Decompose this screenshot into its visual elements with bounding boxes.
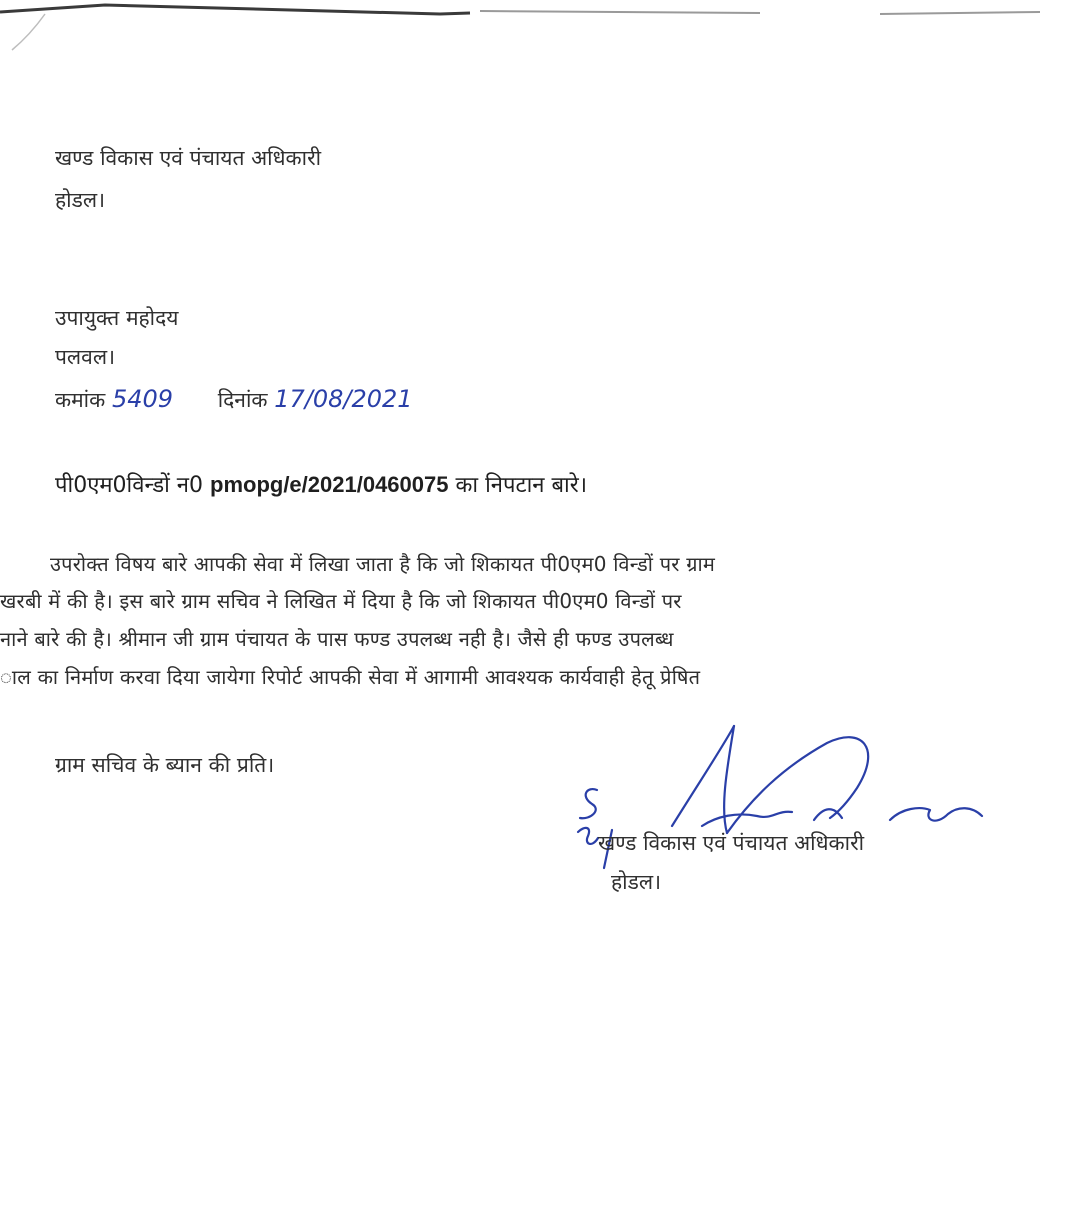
date-value: 17/08/2021 <box>274 385 413 413</box>
recipient-place: पलवल। <box>55 345 116 369</box>
date-label: दिनांक <box>217 388 268 412</box>
signatory-place: होडल। <box>611 870 662 894</box>
sender-place: होडल। <box>55 188 106 212</box>
subject-reference: pmopg/e/2021/0460075 <box>210 472 449 497</box>
subject-line <box>55 472 587 499</box>
recipient-designation: उपायुक्त महोदय <box>55 306 179 330</box>
reference-number: 5409 <box>111 385 174 413</box>
sender-designation: खण्ड विकास एवं पंचायत अधिकारी <box>55 146 322 170</box>
signatory-designation: खण्ड विकास एवं पंचायत अधिकारी <box>598 831 865 855</box>
scan-edge-lines <box>0 0 1080 60</box>
body-line: खरबी में की है। इस बारे ग्राम सचिव ने लिखित में दिया है कि जो शिकायत पी0एम0 विन्डों पर <box>0 589 682 613</box>
enclosure-note: ग्राम सचिव के ब्यान की प्रति। <box>55 753 275 777</box>
body-line: नाने बारे की है। श्रीमान जी ग्राम पंचायत के पास फण्ड उपलब्ध नही है। जैसे ही फण्ड उपलब्ध <box>0 627 674 651</box>
body-line: ाल का निर्माण करवा दिया जायेगा रिपोर्ट आपकी सेवा में आगामी आवश्यक कार्यवाही हेतू प्रेषित <box>0 665 701 689</box>
body-line: उपरोक्त विषय बारे आपकी सेवा में लिखा जाता है कि जो शिकायत पी0एम0 विन्डों पर ग्राम <box>50 552 716 576</box>
subject-suffix: का निपटान बारे। <box>455 473 588 498</box>
subject-prefix: पी0एम0विन्डों न0 <box>55 473 203 498</box>
reference-line <box>55 385 413 414</box>
reference-label: कमांक <box>55 388 106 412</box>
